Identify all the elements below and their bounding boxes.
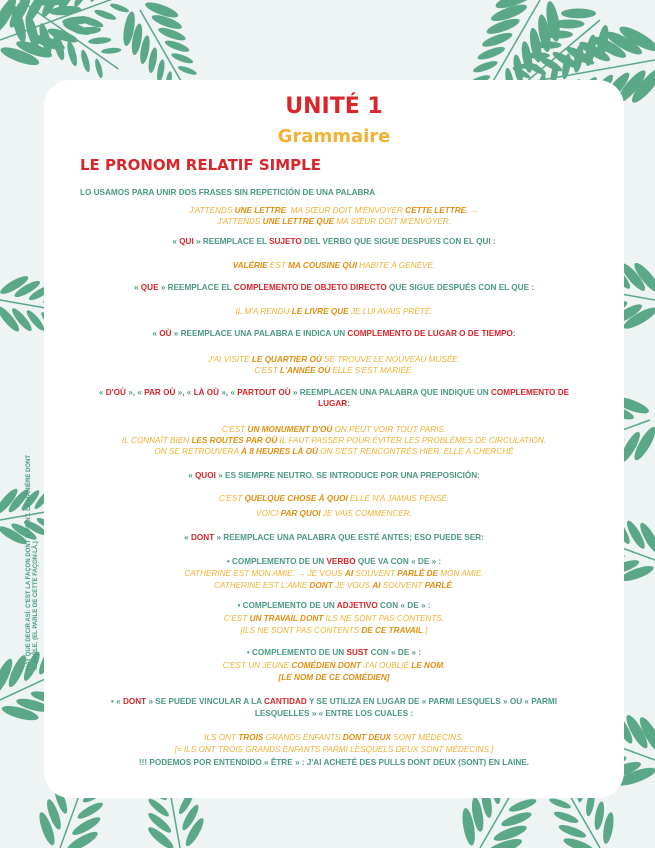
text-line <box>62 365 606 376</box>
text-segment: SOUVENT <box>380 581 425 590</box>
text-segment: CETTE LETTRE <box>405 206 467 215</box>
text-line <box>62 236 606 247</box>
text-segment: », « <box>125 388 145 397</box>
text-segment: » SE PUEDE VINCULAR A LA <box>146 697 265 706</box>
text-segment: « <box>172 237 180 246</box>
text-line <box>80 187 606 198</box>
text-segment: ON PEUT VOIR TOUT PARIS. <box>332 425 447 434</box>
text-line <box>62 435 606 446</box>
text-segment: », « <box>219 388 238 397</box>
text-segment: PARTOUT OÙ <box>237 388 291 397</box>
lesson-heading: LE PRONOM RELATIF SIMPLE <box>80 156 321 174</box>
text-segment: C'EST <box>223 614 250 623</box>
text-segment: Y SE UTILIZA EN LUGAR DE « PARMI LESQUELS » OU « PARMI <box>306 697 557 706</box>
text-segment: LESQUELLES » « <box>254 709 326 718</box>
text-segment: ELLE S'EST MARIÉE. <box>330 366 414 375</box>
text-segment: • « <box>111 697 123 706</box>
text-segment: COMPLEMENTO DE <box>490 388 570 397</box>
text-segment: SOUVENT <box>353 569 398 578</box>
text-segment: J'ATTENDS <box>189 206 235 215</box>
text-line <box>62 568 606 579</box>
text-line <box>62 757 606 768</box>
text-line <box>62 600 606 611</box>
text-segment: : <box>408 709 414 718</box>
text-line <box>62 613 606 624</box>
text-segment: DONT <box>309 581 333 590</box>
text-segment: UN MONUMENT D'OÙ <box>247 425 333 434</box>
text-line <box>62 708 606 719</box>
text-segment: . MA SŒUR DOIT M'ENVOYER <box>286 206 406 215</box>
text-segment: SUJETO <box>269 237 302 246</box>
text-segment: UNE LETTRE <box>234 206 287 215</box>
text-segment: J'AI OUBLIÉ <box>361 661 412 670</box>
text-segment: MA COUSINE QUI <box>288 261 357 270</box>
text-segment: DONT <box>122 697 147 706</box>
text-segment: . <box>443 661 446 670</box>
text-segment: PAR OÙ <box>144 388 176 397</box>
side-note-line-1: HAY QUE DECIR ASÍ: C'EST LA FAÇON DONT IL PEINT. LA MANIÈRE DONT <box>26 455 32 670</box>
text-segment: C'EST UN JEUNE <box>222 661 292 670</box>
text-segment: LES ROUTES PAR OÙ <box>191 436 278 445</box>
text-segment: » REEMPLACE UNA PALABRA E INDICA UN <box>171 329 348 338</box>
text-segment: GRANDS ENFANTS <box>263 733 343 742</box>
text-segment: SE TROUVE LE NOUVEAU MUSÉE. <box>321 355 461 364</box>
text-segment: CATHERINE EST L'AMIE <box>213 581 310 590</box>
text-line <box>62 625 606 636</box>
text-segment: ELLE N'A JAMAIS PENSÉ. <box>347 494 450 503</box>
text-segment: VOICI <box>256 509 281 518</box>
text-segment: C'EST <box>218 494 245 503</box>
text-line <box>62 556 606 567</box>
text-segment: IL CONNAÎT BIEN <box>121 436 192 445</box>
text-line <box>62 424 606 435</box>
text-segment: . <box>451 581 455 590</box>
text-segment: CON « DE » : <box>368 648 422 657</box>
text-segment: HABITE À GENÈVE. <box>356 261 436 270</box>
text-segment: ILS NE SONT PAS CONTENTS. <box>323 614 445 623</box>
text-segment: IL M'A RENDU <box>235 307 292 316</box>
text-line <box>62 660 606 671</box>
text-segment: « <box>188 471 195 480</box>
text-line <box>62 306 606 317</box>
text-segment: ADJETIVO <box>336 601 378 610</box>
text-segment: J'AI VISITÉ <box>207 355 252 364</box>
side-note <box>26 455 40 670</box>
text-segment: [LE NOM DE CE COMÉDIEN] <box>278 673 390 682</box>
text-segment: !!! PODEMOS POR ENTENDIDO « ÊTRE » : J'AI ACHETÉ DES PULLS DONT DEUX (SONT) EN LAINE. <box>138 758 530 767</box>
text-segment: À 8 HEURES LÀ OÙ <box>241 447 318 456</box>
text-segment: DEL VERBO QUE SIGUE DESPUES CON EL QUI : <box>301 237 496 246</box>
text-segment: VERBO <box>326 557 356 566</box>
section-subtitle: Grammaire <box>277 126 391 147</box>
text-segment: », « <box>175 388 194 397</box>
text-segment: COMPLEMENTO DE LUGAR O DE TIEMPO <box>347 329 513 338</box>
text-segment: LE QUARTIER OÙ <box>251 355 322 364</box>
text-segment: ILS ONT <box>204 733 239 742</box>
text-segment: DE CE TRAVAIL <box>361 626 423 635</box>
text-segment: COMPLEMENTO DE OBJETO DIRECTO <box>233 283 387 292</box>
text-segment: ON S'EST RENCONTRÉS HIER. ELLE A CHERCHÉ <box>317 447 514 456</box>
text-segment: AI <box>372 581 381 590</box>
text-segment: LE LIVRE QUE <box>291 307 349 316</box>
text-segment: COMÉDIEN DONT <box>291 661 362 670</box>
text-segment: IL FAUT PASSER POUR ÉVITER LES PROBLÈMES DE CIRCULATION. <box>277 436 547 445</box>
text-line <box>62 354 606 365</box>
text-segment: PAR QUOI <box>280 509 321 518</box>
text-segment: CON « DE » : <box>377 601 431 610</box>
text-segment: » REEMPLACEN UNA PALABRA QUE INDIQUE UN <box>290 388 491 397</box>
text-segment: » ES SIEMPRE NEUTRO. SE INTRODUCE POR UNA PREPOSICIÓN: <box>215 471 480 480</box>
text-line <box>62 328 606 339</box>
text-segment: AI <box>344 569 354 578</box>
text-segment: QUELQUE CHOSE À QUOI <box>244 494 348 503</box>
text-segment: PARLÉ <box>424 581 452 590</box>
text-segment: .] <box>422 626 428 635</box>
text-segment: QUE SIGUE DESPUÉS CON EL QUE : <box>386 283 535 292</box>
text-segment: « <box>152 329 160 338</box>
text-segment: C'EST <box>254 366 281 375</box>
text-segment: « <box>133 283 141 292</box>
text-segment: SONT MÉDECINS. <box>391 733 464 742</box>
text-segment: PARLÉ DE <box>397 569 439 578</box>
text-segment: J'ATTENDS <box>217 217 263 226</box>
text-segment: . → <box>466 206 479 215</box>
text-segment: EST <box>267 261 289 270</box>
text-segment: LO USAMOS PARA UNIR DOS FRASES SIN REPETICIÓN DE UNA PALABRA <box>80 188 376 197</box>
text-segment: • COMPLEMENTO DE UN <box>237 601 337 610</box>
text-segment: QUE <box>140 283 159 292</box>
text-line <box>62 398 606 409</box>
text-line <box>62 282 606 293</box>
side-note-line-2: IL PARLE. (EL PARLE DE CETTE FAÇON-LÀ.) <box>33 541 39 670</box>
text-segment: : <box>347 399 350 408</box>
text-segment: JE VOUS <box>332 581 373 590</box>
text-line <box>62 744 606 755</box>
text-segment: » REEMPLACE UNA PALABRA QUE ESTÉ ANTES; ESO PUEDE SER: <box>214 533 484 542</box>
text-segment: • COMPLEMENTO DE UN <box>226 557 327 566</box>
text-segment: • COMPLEMENTO DE UN <box>246 648 347 657</box>
text-segment: UNE LETTRE QUE <box>262 217 335 226</box>
text-line <box>62 696 606 707</box>
text-segment: ENTRE LOS CUALES <box>325 709 409 718</box>
text-segment: « <box>184 533 191 542</box>
text-segment: UN TRAVAIL DONT <box>249 614 324 623</box>
text-segment: L'ANNÉE OÙ <box>280 366 331 375</box>
text-segment: DONT <box>191 533 215 542</box>
text-line <box>62 446 606 457</box>
unit-title: UNITÉ 1 <box>285 94 383 119</box>
text-line <box>62 580 606 591</box>
text-segment: DONT DEUX <box>342 733 392 742</box>
text-line <box>62 647 606 658</box>
text-line <box>62 387 606 398</box>
text-line <box>62 216 606 227</box>
text-segment: VALÉRIE <box>232 261 268 270</box>
text-line <box>62 493 606 504</box>
text-line <box>62 470 606 481</box>
text-line <box>62 260 606 271</box>
text-segment: : <box>512 329 516 338</box>
text-segment: LÀ OÙ <box>193 388 220 397</box>
text-segment: JE LUI AVAIS PRÊTÉ. <box>348 307 433 316</box>
text-segment: OÙ <box>159 329 172 338</box>
content-card <box>44 80 624 798</box>
text-segment: LE NOM <box>411 661 444 670</box>
text-segment: « <box>98 388 106 397</box>
text-segment: SUST <box>346 648 369 657</box>
text-segment: QUI <box>179 237 194 246</box>
text-segment: MON AMIE. <box>438 569 484 578</box>
text-line <box>62 205 606 216</box>
text-segment: D'OÙ <box>105 388 126 397</box>
text-line <box>62 672 606 683</box>
text-segment: [= ILS ONT TROIS GRANDS ENFANTS PARMI LESQUELS DEUX SONT MÉDECINS.] <box>174 745 494 754</box>
text-segment: MA SŒUR DOIT M'ENVOYER. <box>334 217 451 226</box>
text-segment: » REEMPLACE EL <box>193 237 270 246</box>
text-segment: CATHERINE EST MON AMIE. → JE VOUS <box>184 569 345 578</box>
text-segment: CANTIDAD <box>264 697 307 706</box>
text-segment: TROIS <box>238 733 264 742</box>
text-segment: » REEMPLACE EL <box>158 283 234 292</box>
text-line <box>62 508 606 519</box>
text-segment: [ILS NE SONT PAS CONTENTS <box>240 626 362 635</box>
text-segment: QUE VA CON « DE » : <box>355 557 442 566</box>
text-line <box>62 732 606 743</box>
text-segment: QUOI <box>194 471 216 480</box>
text-segment: JE VAIS COMMENCER. <box>320 509 412 518</box>
text-segment: C'EST <box>221 425 248 434</box>
text-segment: LUGAR <box>318 399 348 408</box>
text-segment: ON SE RETROUVERA <box>154 447 242 456</box>
text-line <box>62 532 606 543</box>
